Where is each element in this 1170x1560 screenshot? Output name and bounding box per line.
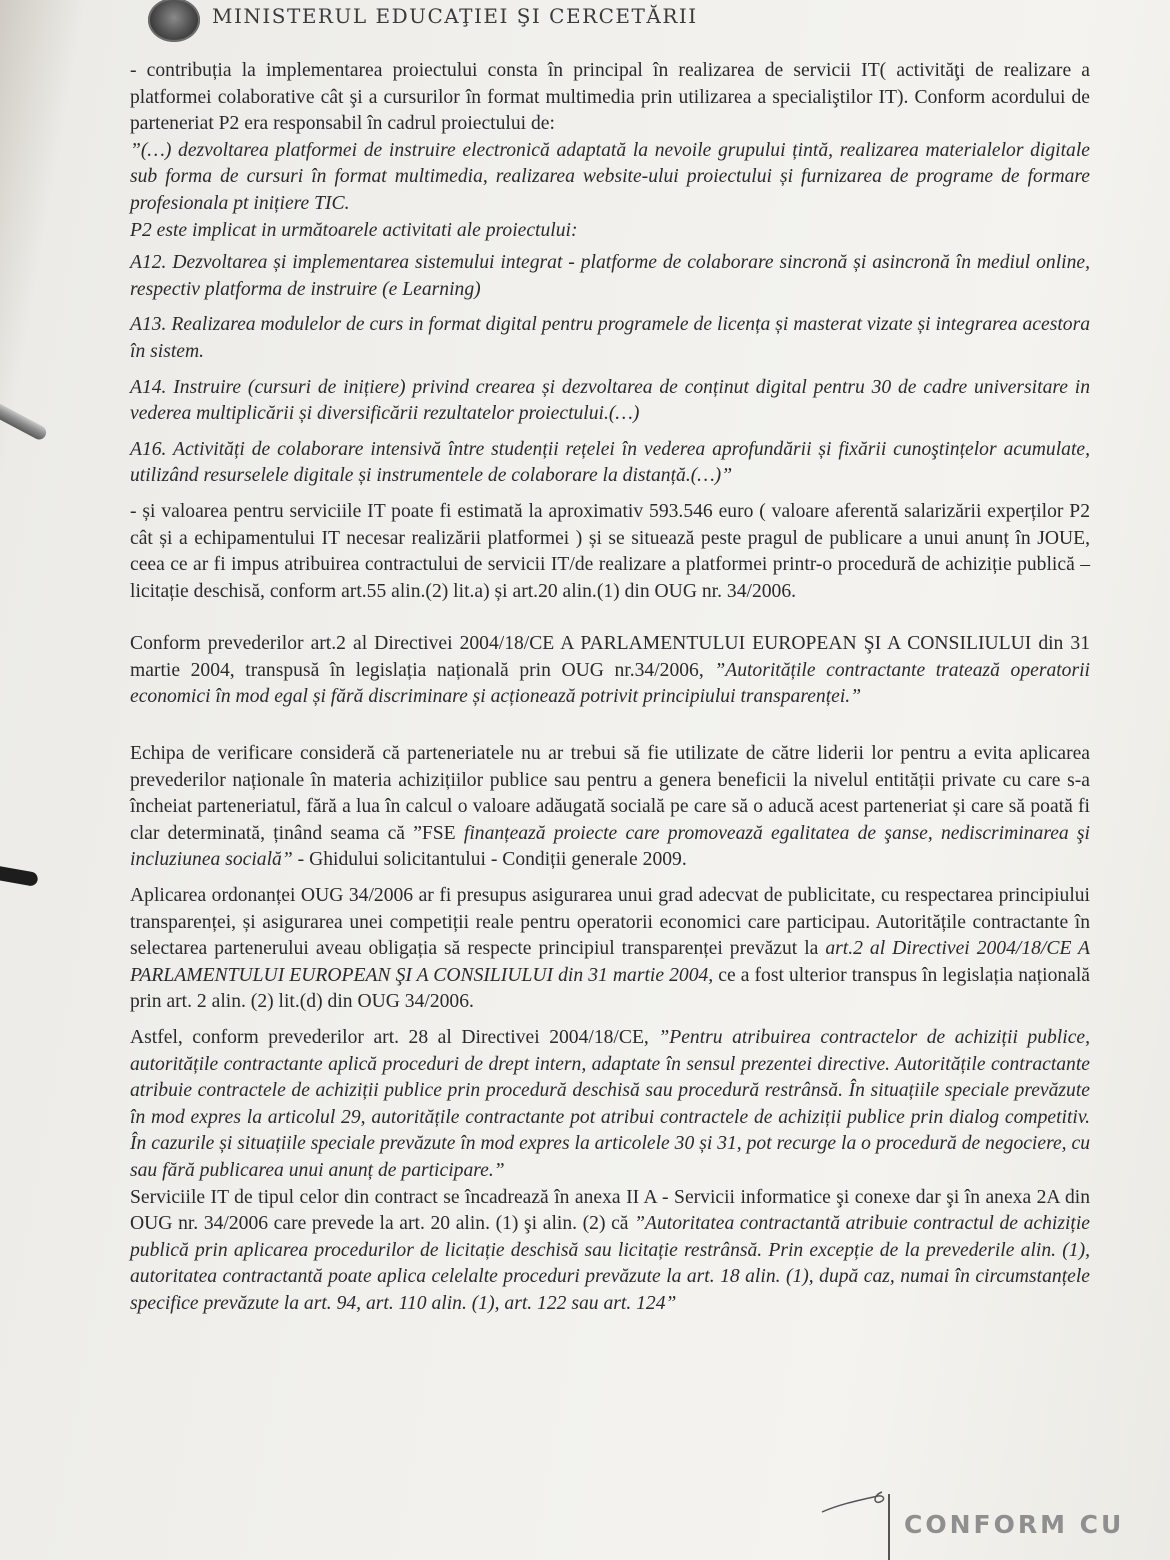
activity-a16: A16. Activități de colaborare intensivă între studenții rețelei în vederea aprofundării și fixării cunoştințelor acumulate, utilizând resurselele digitale și instrumentele de colaborare la distanță.(…)” — [130, 438, 1090, 487]
paragraph — [130, 631, 1090, 711]
activity-a13: A13. Realizarea modulelor de curs in format digital pentru programele de licența și masterat vizate și integrarea acestora în sistem. — [130, 314, 1090, 362]
activity-a12: A12. Dezvoltarea și implementarea sistemului integrat - platforme de colaborare sincronă și asincronă în mediul online, respectiv platforma de instruire (e Learning) — [130, 252, 1090, 300]
quote-paragraph: ”(…) dezvoltarea platformei de instruire electronică adaptată la nevoile grupului țintă, realizarea materialelor digitale sub forma de cursuri în format multimedia, realizarea website-ului proiectului și furnizarea de programe de formare profesionala pt inițiere TIC. — [130, 139, 1090, 214]
paragraph — [130, 1025, 1090, 1185]
activity-a14: A14. Instruire (cursuri de inițiere) privind crearea și dezvoltarea de conținut digital pentru 30 de cadre universitare in vederea multiplicării și diversificării rezultatelor proiectului.(…) — [130, 376, 1090, 425]
certification-stamp — [888, 1494, 1130, 1560]
ministry-name: MINISTERUL EDUCAŢIEI ŞI CERCETĂRII — [212, 4, 698, 28]
binder-ring-icon — [0, 392, 49, 442]
art28-quote: ”Pentru atribuirea contractelor de achiziții publice, autoritățile contractante aplică proceduri de drept intern, adaptate în sensul prezentei directive. Autoritățile contractante atribuie contractele de achiziții publice prin procedură deschisă sau procedură restrânsă. În situațiile speciale prevăzute în mod expres la articolul 29, autoritățile contractante pot atribui contractele de achiziții publice prin dialog competitiv. În cazurile și situațiile speciale prevăzute în mod expres la articolele 30 și 31, pot recurge la o procedură de negociere, cu sau fără publicarea unui anunț de participare.” — [130, 1027, 1090, 1181]
fse-quote: finanțează proiecte care promovează egalitatea de şanse, nediscriminarea şi incluziunea socială” — [130, 822, 1090, 871]
paragraph: P2 este implicat in următoarele activitati ale proiectului: — [130, 219, 578, 241]
paragraph — [130, 741, 1090, 874]
it-services-text: Serviciile IT de tipul celor din contract se încadrează în anexa II A - Servicii informatice şi conexe dar şi în anexa 2A din OUG nr. 34/2006 care prevede la art. 20 alin. (1) şi alin. (2) că — [130, 1186, 1090, 1235]
transposition-text: ce a fost ulterior transpus în legislația națională prin art. 2 alin. (2) lit.(d) din OUG 34/2006. — [130, 964, 1091, 1013]
paragraph — [130, 883, 1090, 1016]
directive-quote: ”Autoritățile contractante tratează operatorii economici în mod egal și fără discriminare și acționează potrivit principiului transparenței.” — [130, 659, 1090, 708]
guide-reference: - Ghidului solicitantului - Condiții generale 2009. — [297, 849, 687, 871]
paragraph: - contribuția la implementarea proiectului consta în principal în realizarea de servicii IT( activităţi de realizare a platformei colaborative cât şi a cursurilor în format multimedia prin utilizarea a specialiştilor IT). Conform acordului de parteneriat P2 era responsabil în cadrul proiectului de: — [130, 60, 1090, 135]
ministry-seal-icon — [148, 0, 200, 42]
art20-quote: ”Autoritatea contractantă atribuie contractul de achiziție publică prin aplicarea procedurilor de licitație deschisă sau licitație restrânsă. Prin excepție de la prevederile alin. (1), autoritatea contractantă poate aplica celelalte proceduri prevăzute la art. 18 alin. (1), după caz, numai în circumstanțele specifice prevăzute la art. 94, art. 110 alin. (1), art. 122 sau art. 124” — [130, 1213, 1090, 1314]
paragraph — [130, 1185, 1090, 1318]
verification-text: Echipa de verificare consideră că parteneriatele nu ar trebui să fie utilizate de către liderii lor pentru a evita aplicarea prevederilor naționale în materia achizițiilor publice sau pentru a genera beneficii la nivelul entității private cu care s-a încheiat parteneriatul, fără a lua în calcul o valoare adăugată socială pe care să o aducă acest parteneriat și care să poată fi clar determinată, ținând seama că ”FSE — [130, 743, 1090, 844]
document-body — [130, 58, 1090, 1318]
art28-intro: Astfel, conform prevederilor art. 28 al Directivei 2004/18/CE, — [130, 1027, 649, 1048]
letterhead — [148, 0, 1148, 44]
directive-reference: Conform prevederilor art.2 al Directivei 2004/18/CE A PARLAMENTULUI EUROPEAN ŞI A CONSILIULUI din 31 martie 2004, transpusă în legislația națională prin OUG nr.34/2006, — [130, 633, 1090, 681]
ordinance-text: Aplicarea ordonanței OUG 34/2006 ar fi presupus asigurarea unui grad adecvat de publicitate, cu respectarea principiului transparenței, și asigurarea unei competiții reale pentru operatorii economici care participau. Autoritățile contractante în selectarea partenerului aveau obligația să respecte principiul transparenței prevăzut la — [130, 885, 1090, 960]
binder-ring-icon — [0, 863, 39, 887]
directive-article: art.2 al Directivei 2004/18/CE A PARLAMENTULUI EUROPEAN ŞI A CONSILIULUI din 31 martie 2004, — [130, 938, 1090, 986]
paragraph: - și valoarea pentru serviciile IT poate fi estimată la aproximativ 593.546 euro ( valoare aferentă salarizării experților P2 cât și a echipamentului IT necesar realizării platformei ) și se situează peste pragul de publicare a unui anunț în JOUE, ceea ce ar fi impus atribuirea contractului de servicii IT/de realizare a platformei printr-o procedură de achiziție publică – licitație deschisă, conform art.55 alin.(2) lit.a) și art.20 alin.(1) din OUG nr. 34/2006. — [130, 500, 1090, 602]
stamp-label: CONFORM CU — [904, 1510, 1125, 1539]
